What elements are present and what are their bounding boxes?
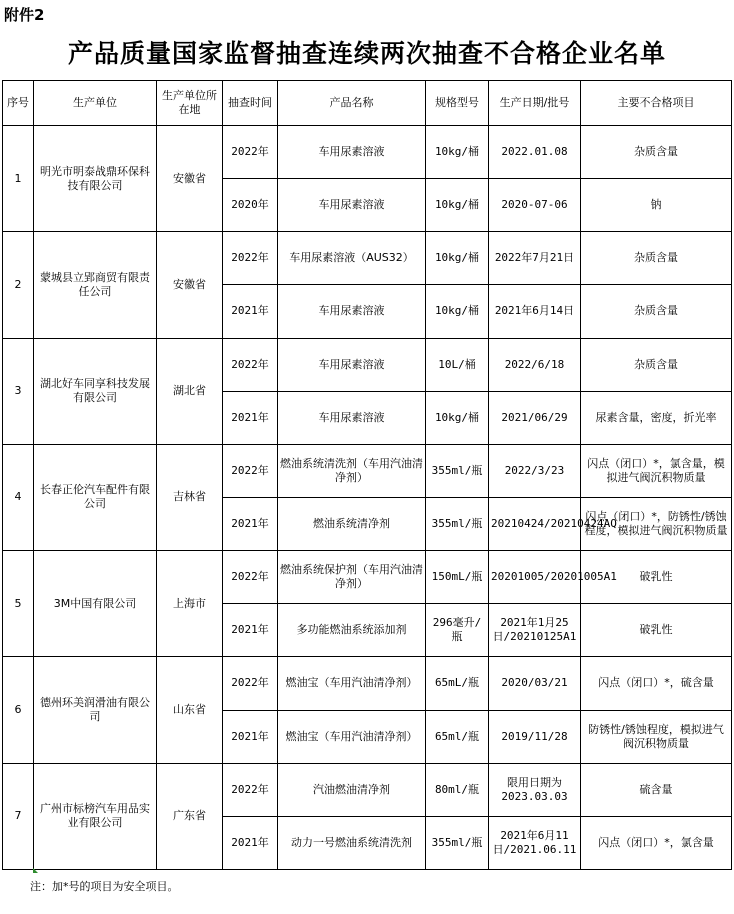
defect-cell: 防锈性/锈蚀程度，模拟进气阀沉积物质量 [581,710,732,763]
company-cell: 3M中国有限公司 [34,551,157,657]
date-cell: 2021年1月25日/20210125A1 [489,604,581,657]
date-cell: 2022年7月21日 [489,232,581,285]
location-cell: 安徽省 [157,126,223,232]
date-cell: 2022/6/18 [489,338,581,391]
product-cell: 燃油系统清洗剂（车用汽油清净剂） [278,444,426,497]
defect-cell: 钠 [581,179,732,232]
year-cell: 2022年 [223,126,278,179]
date-cell: 2021年6月14日 [489,285,581,338]
header-row [3,81,732,126]
table-body [3,126,732,870]
defect-cell: 破乳性 [581,604,732,657]
year-cell: 2021年 [223,604,278,657]
spec-cell: 355ml/瓶 [426,497,489,550]
footnote: 注：加*号的项目为安全项目。 [30,880,179,893]
defect-cell: 杂质含量 [581,232,732,285]
header-spec: 规格型号 [426,81,489,126]
table-row [3,551,732,604]
product-cell: 燃油系统清净剂 [278,497,426,550]
spec-cell: 10kg/桶 [426,285,489,338]
spec-cell: 355ml/瓶 [426,444,489,497]
product-cell: 燃油系统保护剂（车用汽油清净剂） [278,551,426,604]
header-defects: 主要不合格项目 [581,81,732,126]
date-cell: 2021/06/29 [489,391,581,444]
header-seq: 序号 [3,81,34,126]
product-cell: 车用尿素溶液 [278,126,426,179]
year-cell: 2021年 [223,285,278,338]
defect-cell: 闪点（闭口）*，氯含量，模拟进气阀沉积物质量 [581,444,732,497]
date-cell: 2019/11/28 [489,710,581,763]
product-cell: 动力一号燃油系统清洗剂 [278,816,426,869]
date-cell: 2020-07-06 [489,179,581,232]
spec-cell: 80ml/瓶 [426,763,489,816]
header-year: 抽查时间 [223,81,278,126]
date-cell: 2022.01.08 [489,126,581,179]
seq-cell: 6 [3,657,34,763]
product-cell: 燃油宝（车用汽油清净剂） [278,710,426,763]
year-cell: 2022年 [223,551,278,604]
product-cell: 燃油宝（车用汽油清净剂） [278,657,426,710]
defect-cell: 杂质含量 [581,126,732,179]
table-row [3,657,732,710]
table-row [3,232,732,285]
company-cell: 湖北好车同享科技发展有限公司 [34,338,157,444]
table-row [3,444,732,497]
location-cell: 山东省 [157,657,223,763]
company-cell: 蒙城县立郢商贸有限责任公司 [34,232,157,338]
cell-marker-icon [33,868,38,873]
table-row [3,126,732,179]
year-cell: 2021年 [223,816,278,869]
defect-cell: 闪点（闭口）*，氯含量 [581,816,732,869]
company-cell: 长春正伦汽车配件有限公司 [34,444,157,550]
location-cell: 安徽省 [157,232,223,338]
defect-cell: 硫含量 [581,763,732,816]
spec-cell: 355ml/瓶 [426,816,489,869]
year-cell: 2022年 [223,444,278,497]
defect-cell: 杂质含量 [581,338,732,391]
date-cell: 2021年6月11日/2021.06.11 [489,816,581,869]
spec-cell: 10kg/桶 [426,179,489,232]
spec-cell: 65ml/瓶 [426,710,489,763]
defect-cell: 破乳性 [581,551,732,604]
location-cell: 吉林省 [157,444,223,550]
spec-cell: 10kg/桶 [426,391,489,444]
year-cell: 2021年 [223,391,278,444]
date-cell: 20201005/20201005A1 [489,551,581,604]
defect-cell: 尿素含量，密度，折光率 [581,391,732,444]
spec-cell: 10kg/桶 [426,126,489,179]
header-date: 生产日期/批号 [489,81,581,126]
year-cell: 2022年 [223,657,278,710]
seq-cell: 4 [3,444,34,550]
date-cell: 2020/03/21 [489,657,581,710]
year-cell: 2022年 [223,232,278,285]
product-cell: 车用尿素溶液（AUS32） [278,232,426,285]
enterprise-table [2,80,732,870]
seq-cell: 7 [3,763,34,869]
seq-cell: 3 [3,338,34,444]
location-cell: 上海市 [157,551,223,657]
location-cell: 湖北省 [157,338,223,444]
spec-cell: 150mL/瓶 [426,551,489,604]
product-cell: 汽油燃油清净剂 [278,763,426,816]
seq-cell: 2 [3,232,34,338]
spec-cell: 65mL/瓶 [426,657,489,710]
spec-cell: 10L/桶 [426,338,489,391]
location-cell: 广东省 [157,763,223,869]
seq-cell: 5 [3,551,34,657]
seq-cell: 1 [3,126,34,232]
product-cell: 车用尿素溶液 [278,391,426,444]
attachment-label: 附件2 [4,6,45,24]
header-product: 产品名称 [278,81,426,126]
product-cell: 多功能燃油系统添加剂 [278,604,426,657]
year-cell: 2022年 [223,763,278,816]
year-cell: 2020年 [223,179,278,232]
company-cell: 德州环美润滑油有限公司 [34,657,157,763]
company-cell: 广州市标榜汽车用品实业有限公司 [34,763,157,869]
product-cell: 车用尿素溶液 [278,179,426,232]
year-cell: 2022年 [223,338,278,391]
date-cell: 20210424/20210424AQ [489,497,581,550]
defect-cell: 闪点（闭口）*，防锈性/锈蚀程度，模拟进气阀沉积物质量 [581,497,732,550]
table-row [3,763,732,816]
table-row [3,338,732,391]
page-title: 产品质量国家监督抽查连续两次抽查不合格企业名单 [67,39,666,68]
defect-cell: 闪点（闭口）*，硫含量 [581,657,732,710]
year-cell: 2021年 [223,497,278,550]
spec-cell: 10kg/桶 [426,232,489,285]
company-cell: 明光市明泰战鼎环保科技有限公司 [34,126,157,232]
product-cell: 车用尿素溶液 [278,338,426,391]
spec-cell: 296毫升/瓶 [426,604,489,657]
header-company: 生产单位 [34,81,157,126]
date-cell: 限用日期为2023.03.03 [489,763,581,816]
date-cell: 2022/3/23 [489,444,581,497]
defect-cell: 杂质含量 [581,285,732,338]
product-cell: 车用尿素溶液 [278,285,426,338]
header-location: 生产单位所在地 [157,81,223,126]
year-cell: 2021年 [223,710,278,763]
